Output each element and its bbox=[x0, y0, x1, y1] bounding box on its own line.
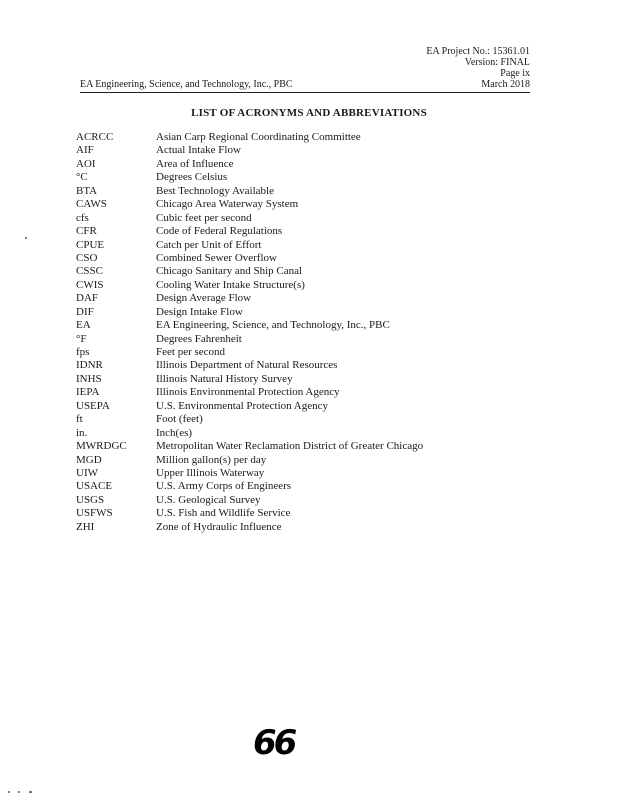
acronym-definition: Illinois Natural History Survey bbox=[156, 372, 293, 385]
acronym-definition: Asian Carp Regional Coordinating Committee bbox=[156, 131, 361, 143]
acronym-abbreviation: MWRDGC bbox=[76, 440, 127, 453]
handwritten-page-stamp: 66 bbox=[253, 723, 295, 763]
acronym-definition: Inch(es) bbox=[156, 426, 193, 439]
acronym-row bbox=[76, 467, 423, 480]
document-header-meta bbox=[426, 46, 530, 79]
acronym-definition: Foot (feet) bbox=[156, 413, 203, 426]
scan-speck bbox=[18, 791, 20, 793]
acronym-abbreviation: EA bbox=[76, 319, 91, 332]
acronym-definition: Feet per second bbox=[156, 346, 226, 358]
acronym-row bbox=[76, 279, 423, 292]
acronym-abbreviation: INHS bbox=[76, 372, 102, 385]
acronym-abbreviation: USFWS bbox=[76, 507, 113, 520]
acronym-abbreviation: CWIS bbox=[76, 278, 104, 291]
acronym-definition: Code of Federal Regulations bbox=[156, 225, 283, 238]
acronym-definition: Cubic feet per second bbox=[156, 211, 252, 224]
acronym-definition: Metropolitan Water Reclamation District of Greater Chicago bbox=[156, 440, 424, 453]
acronym-definition: Area of Influence bbox=[156, 157, 234, 170]
acronym-row bbox=[76, 158, 423, 171]
acronym-abbreviation: °C bbox=[76, 171, 88, 184]
acronym-abbreviation: CSSC bbox=[76, 265, 103, 278]
acronym-definition: U.S. Environmental Protection Agency bbox=[156, 399, 328, 412]
acronym-abbreviation: IDNR bbox=[76, 359, 103, 372]
acronym-row bbox=[76, 252, 423, 265]
document-date: March 2018 bbox=[481, 79, 530, 90]
acronym-row bbox=[76, 198, 423, 211]
acronym-row bbox=[76, 239, 423, 252]
acronym-definition: U.S. Fish and Wildlife Service bbox=[156, 507, 291, 520]
acronym-definition: U.S. Geological Survey bbox=[156, 493, 261, 506]
scan-speck bbox=[25, 237, 27, 239]
acronym-abbreviation: CAWS bbox=[76, 198, 107, 211]
acronym-list bbox=[76, 131, 423, 534]
acronym-row bbox=[76, 413, 423, 426]
acronym-abbreviation: AIF bbox=[76, 144, 94, 157]
acronym-row bbox=[76, 373, 423, 386]
acronym-definition: Chicago Area Waterway System bbox=[156, 198, 299, 211]
scan-speck bbox=[8, 791, 10, 793]
acronym-definition: Chicago Sanitary and Ship Canal bbox=[156, 265, 303, 278]
acronym-row bbox=[76, 359, 423, 372]
version-label: Version: FINAL bbox=[464, 57, 530, 68]
acronym-row bbox=[76, 480, 423, 493]
acronym-row bbox=[76, 521, 423, 534]
acronym-row bbox=[76, 212, 423, 225]
acronym-definition: Actual Intake Flow bbox=[156, 144, 241, 157]
acronym-abbreviation: cfs bbox=[76, 211, 89, 224]
acronym-row bbox=[76, 427, 423, 440]
header-rule bbox=[80, 92, 530, 93]
acronym-abbreviation: ACRCC bbox=[76, 131, 114, 143]
scan-speck bbox=[29, 791, 32, 793]
acronym-abbreviation: USEPA bbox=[76, 399, 110, 412]
acronym-definition: Cooling Water Intake Structure(s) bbox=[156, 278, 305, 291]
acronym-row bbox=[76, 440, 423, 453]
acronym-definition: Illinois Environmental Protection Agency bbox=[156, 386, 340, 399]
acronym-row bbox=[76, 265, 423, 278]
acronym-abbreviation: CSO bbox=[76, 251, 98, 264]
acronym-definition: Zone of Hydraulic Influence bbox=[156, 520, 282, 533]
acronym-abbreviation: °F bbox=[76, 332, 87, 345]
acronym-definition: Catch per Unit of Effort bbox=[156, 238, 262, 251]
acronym-abbreviation: MGD bbox=[76, 453, 102, 466]
acronym-abbreviation: UIW bbox=[76, 466, 98, 479]
acronym-row bbox=[76, 292, 423, 305]
acronym-row bbox=[76, 346, 423, 359]
acronym-definition: Design Intake Flow bbox=[156, 305, 243, 318]
acronym-definition: Best Technology Available bbox=[156, 184, 274, 197]
acronym-abbreviation: USGS bbox=[76, 493, 105, 506]
acronym-definition: Million gallon(s) per day bbox=[156, 453, 267, 466]
acronym-row bbox=[76, 386, 423, 399]
acronym-abbreviation: ZHI bbox=[76, 520, 95, 533]
acronym-row bbox=[76, 306, 423, 319]
acronym-row bbox=[76, 144, 423, 157]
acronym-definition: Upper Illinois Waterway bbox=[156, 466, 265, 479]
acronym-abbreviation: AOI bbox=[76, 157, 96, 170]
acronym-row bbox=[76, 333, 423, 346]
company-name: EA Engineering, Science, and Technology, Inc., PBC bbox=[80, 79, 293, 90]
acronym-abbreviation: CPUE bbox=[76, 238, 105, 251]
acronym-definition: Illinois Department of Natural Resources bbox=[156, 359, 338, 372]
acronym-abbreviation: BTA bbox=[76, 184, 98, 197]
acronym-row bbox=[76, 171, 423, 184]
page-number: Page ix bbox=[500, 68, 530, 79]
acronym-definition: EA Engineering, Science, and Technology, Inc., PBC bbox=[156, 319, 390, 332]
acronym-definition: Degrees Fahrenheit bbox=[156, 332, 242, 345]
acronym-abbreviation: CFR bbox=[76, 225, 97, 238]
acronym-abbreviation: IEPA bbox=[76, 386, 100, 399]
acronym-row bbox=[76, 507, 423, 520]
acronym-row bbox=[76, 400, 423, 413]
acronym-abbreviation: fps bbox=[76, 346, 90, 358]
acronym-row bbox=[76, 319, 423, 332]
acronym-row bbox=[76, 454, 423, 467]
acronym-definition: U.S. Army Corps of Engineers bbox=[156, 480, 292, 493]
page-title: LIST OF ACRONYMS AND ABBREVIATIONS bbox=[191, 107, 427, 119]
acronym-definition: Combined Sewer Overflow bbox=[156, 251, 277, 264]
acronym-abbreviation: DIF bbox=[76, 305, 94, 318]
acronym-abbreviation: in. bbox=[76, 426, 88, 439]
acronym-definition: Design Average Flow bbox=[156, 292, 252, 305]
acronym-row bbox=[76, 185, 423, 198]
acronym-definition: Degrees Celsius bbox=[156, 171, 228, 184]
acronym-row bbox=[76, 225, 423, 238]
acronym-abbreviation: USACE bbox=[76, 480, 113, 493]
acronym-abbreviation: DAF bbox=[76, 292, 99, 305]
acronym-row bbox=[76, 131, 423, 144]
acronym-abbreviation: ft bbox=[76, 413, 83, 426]
acronym-row bbox=[76, 494, 423, 507]
project-number: EA Project No.: 15361.01 bbox=[426, 46, 530, 57]
